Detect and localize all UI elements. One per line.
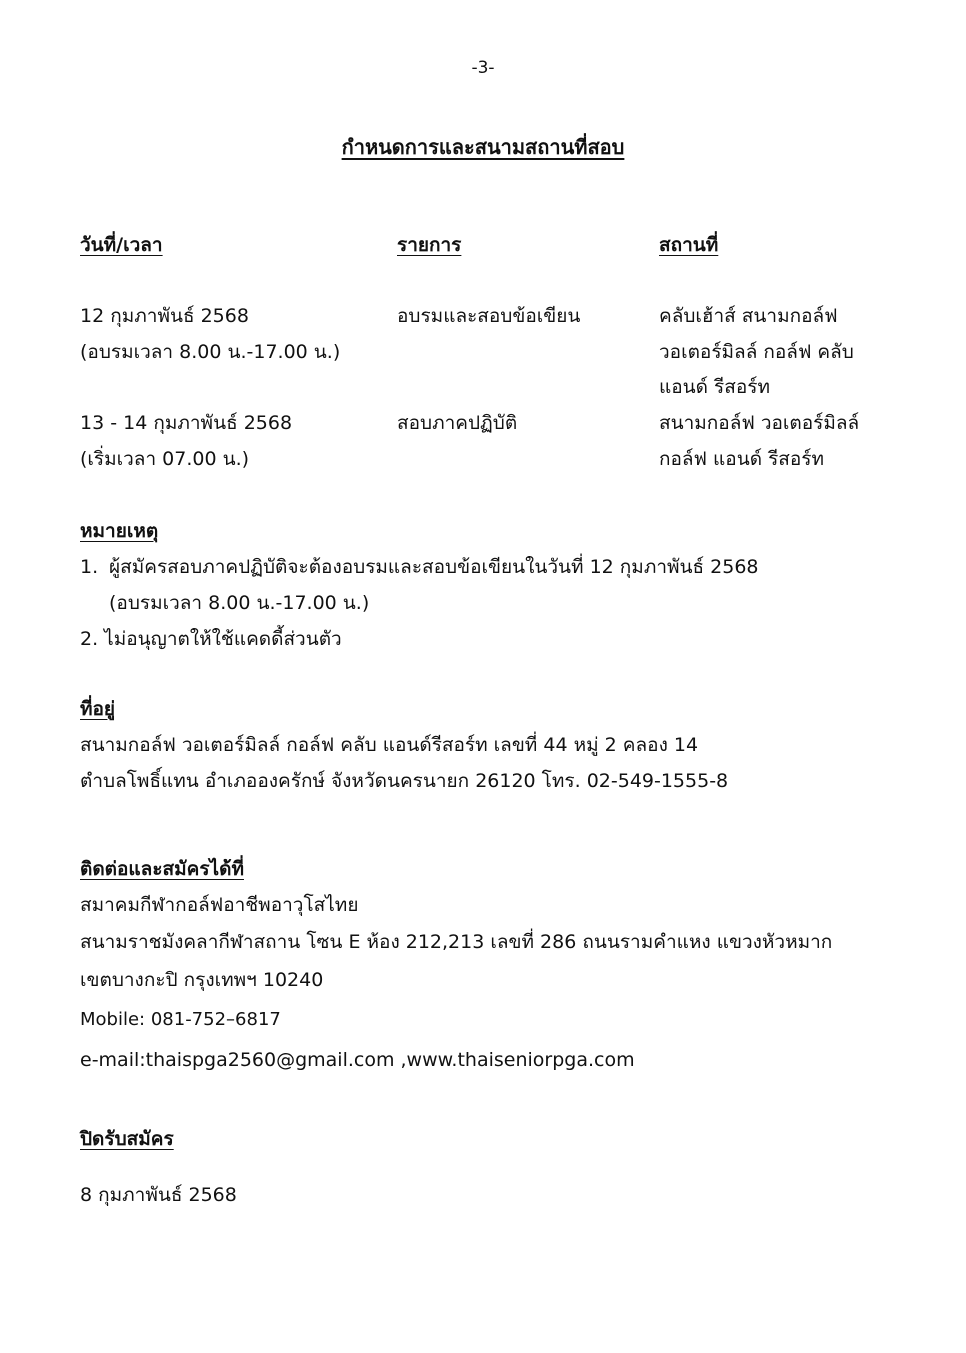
remarks-item-number: 1. (80, 556, 99, 578)
schedule-header-date: วันที่/เวลา (80, 234, 163, 256)
contact-address-line: สนามราชมังคลากีฬาสถาน โซน E ห้อง 212,213 เลขที่ 286 ถนนรามคำแหง แขวงหัวหมาก (80, 931, 833, 953)
schedule-row-date: 13 - 14 กุมภาพันธ์ 2568 (80, 412, 293, 434)
schedule-header-place: สถานที่ (659, 234, 719, 256)
contact-org: สมาคมกีฬากอล์ฟอาชีพอาวุโสไทย (80, 894, 359, 916)
remarks-item-text: ผู้สมัครสอบภาคปฏิบัติจะต้องอบรมและสอบข้อเขียนในวันที่ 12 กุมภาพันธ์ 2568 (109, 556, 759, 578)
schedule-row-place-line: กอล์ฟ แอนด์ รีสอร์ท (659, 448, 825, 470)
contact-address-line: เขตบางกะปิ กรุงเทพฯ 10240 (80, 969, 324, 991)
address-line: ตำบลโพธิ์แทน อำเภอองครักษ์ จังหวัดนครนายก 26120 โทร. 02-549-1555-8 (80, 770, 729, 792)
schedule-row-time: (เริ่มเวลา 07.00 น.) (80, 448, 250, 470)
contact-email-web: e-mail:thaispga2560@gmail.com ,www.thaiseniorpga.com (80, 1049, 635, 1071)
schedule-row-item: อบรมและสอบข้อเขียน (397, 305, 581, 327)
schedule-row-time: (อบรมเวลา 8.00 น.-17.00 น.) (80, 341, 341, 363)
remarks-heading: หมายเหตุ (80, 520, 159, 542)
closing-heading: ปิดรับสมัคร (80, 1128, 174, 1150)
schedule-row-place-line: วอเตอร์มิลล์ กอล์ฟ คลับ (659, 341, 854, 363)
contact-heading: ติดต่อและสมัครได้ที่ (80, 858, 244, 880)
remarks-item-2: 2. ไม่อนุญาตให้ใช้แคดดี้ส่วนตัว (80, 628, 342, 650)
schedule-row-place-line: สนามกอล์ฟ วอเตอร์มิลล์ (659, 412, 860, 434)
contact-mobile: Mobile: 081-752–6817 (80, 1009, 281, 1030)
schedule-row-place-line: แอนด์ รีสอร์ท (659, 376, 770, 398)
address-line: สนามกอล์ฟ วอเตอร์มิลล์ กอล์ฟ คลับ แอนด์รีสอร์ท เลขที่ 44 หมู่ 2 คลอง 14 (80, 734, 699, 756)
schedule-row-place-line: คลับเฮ้าส์ สนามกอล์ฟ (659, 305, 838, 327)
closing-date: 8 กุมภาพันธ์ 2568 (80, 1184, 237, 1206)
schedule-row-date: 12 กุมภาพันธ์ 2568 (80, 305, 249, 327)
page-number: -3- (471, 58, 495, 78)
page-title: กำหนดการและสนามสถานที่สอบ (341, 135, 625, 159)
schedule-header-item: รายการ (397, 234, 462, 256)
schedule-row-item: สอบภาคปฏิบัติ (397, 412, 518, 434)
remarks-item-text-continued: (อบรมเวลา 8.00 น.-17.00 น.) (109, 592, 370, 614)
address-heading: ที่อยู่ (80, 698, 116, 720)
